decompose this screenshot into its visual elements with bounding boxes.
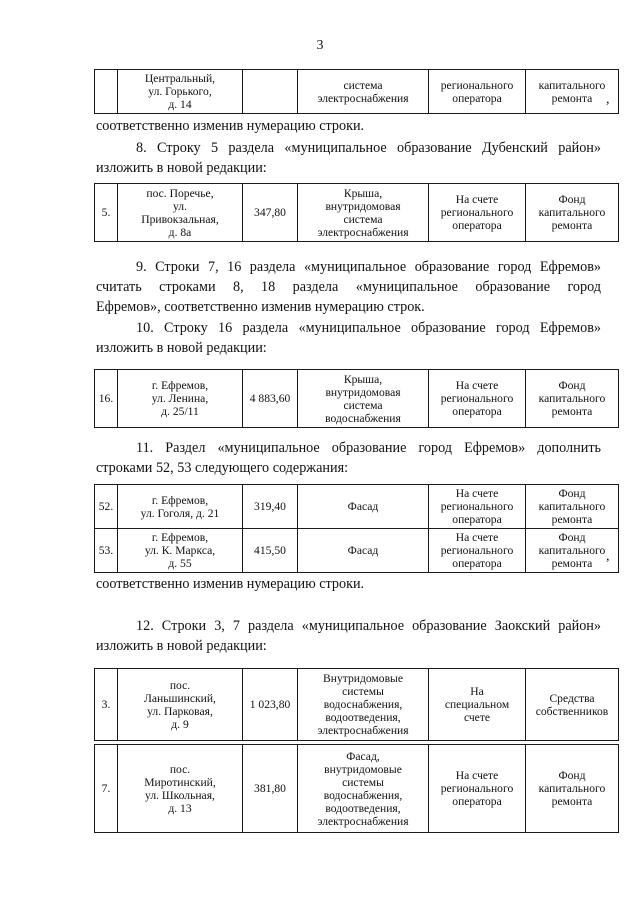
text-line: 12. Строки 3, 7 раздела «муниципальное образование Заокский район»	[136, 618, 601, 634]
text-line: строками 52, 53 следующего содержания:	[96, 460, 349, 476]
cell: 5.	[95, 184, 118, 242]
cell: Фасад	[298, 485, 429, 529]
cell: 415,50	[243, 529, 298, 573]
cell: Крыша, внутридомовая система водоснабжения	[298, 370, 429, 428]
text-line: Ефремов», соответственно изменив нумерацию строк.	[96, 299, 425, 315]
cell: Фонд капитального ремонта	[526, 745, 619, 833]
text-line: 9. Строки 7, 16 раздела «муниципальное образование город Ефремов»	[136, 259, 601, 275]
cell: 1 023,80	[243, 669, 298, 741]
comma: ,	[606, 92, 610, 107]
cell: На счете регионального оператора	[429, 745, 526, 833]
cell: 52.	[95, 485, 118, 529]
paragraph-renumber-2	[96, 574, 601, 594]
text-line: соответственно изменив нумерацию строки.	[96, 576, 365, 592]
text-line: 8. Строку 5 раздела «муниципальное образование Дубенский район»	[136, 140, 601, 156]
cell: На специальном счете	[429, 669, 526, 741]
text-line: 10. Строку 16 раздела «муниципальное образование город Ефремов»	[136, 320, 601, 336]
cell: На счете регионального оператора	[429, 370, 526, 428]
page-number: 3	[316, 38, 324, 53]
cell: 347,80	[243, 184, 298, 242]
cell: 16.	[95, 370, 118, 428]
table-row	[95, 370, 619, 428]
table-zaoksky-7	[94, 744, 619, 833]
table-row	[95, 529, 619, 573]
text-line: соответственно изменив нумерацию строки.	[96, 118, 365, 134]
cell: пос. Поречье, ул. Привокзальная, д. 8а	[118, 184, 243, 242]
cell: Крыша, внутридомовая система электроснабжения	[298, 184, 429, 242]
cell: Средства собственников	[526, 669, 619, 741]
cell: Фонд капитального ремонта	[526, 529, 619, 573]
paragraph-item-11	[96, 438, 601, 478]
cell: На счете регионального оператора	[429, 485, 526, 529]
cell: 3.	[95, 669, 118, 741]
cell: 7.	[95, 745, 118, 833]
cell	[95, 70, 118, 114]
table-row	[95, 669, 619, 741]
table-row	[95, 745, 619, 833]
cell: Внутридомовые системы водоснабжения, водоотведения, электроснабжения	[298, 669, 429, 741]
cell: 381,80	[243, 745, 298, 833]
cell: Фонд капитального ремонта	[526, 370, 619, 428]
text-line: считать строками 8, 18 раздела «муниципальное образование город	[96, 279, 601, 295]
table-row	[95, 485, 619, 529]
cell: Фонд капитального ремонта	[526, 184, 619, 242]
table-continuation	[94, 69, 619, 114]
cell	[243, 70, 298, 114]
cell: система электроснабжения	[298, 70, 429, 114]
comma: ,	[606, 549, 610, 564]
table-zaoksky-3	[94, 668, 619, 741]
cell: Центральный, ул. Горького, д. 14	[118, 70, 243, 114]
table-row	[95, 70, 619, 114]
text-line: изложить в новой редакции:	[96, 340, 267, 356]
cell: г. Ефремов, ул. К. Маркса, д. 55	[118, 529, 243, 573]
paragraph-item-12	[96, 616, 601, 656]
paragraph-renumber-1	[96, 116, 601, 136]
cell: г. Ефремов, ул. Гоголя, д. 21	[118, 485, 243, 529]
paragraph-item-9	[96, 257, 601, 317]
cell: Фасад, внутридомовые системы водоснабжения, водоотведения, электроснабжения	[298, 745, 429, 833]
cell: Фонд капитального ремонта	[526, 485, 619, 529]
table-efremov-52-53	[94, 484, 619, 573]
text-line: 11. Раздел «муниципальное образование город Ефремов» дополнить	[136, 440, 601, 456]
paragraph-item-8	[96, 138, 601, 178]
cell: На счете регионального оператора	[429, 184, 526, 242]
cell: капитального ремонта	[526, 70, 619, 114]
cell: пос. Миротинский, ул. Школьная, д. 13	[118, 745, 243, 833]
table-efremov-16	[94, 369, 619, 428]
cell: г. Ефремов, ул. Ленина, д. 25/11	[118, 370, 243, 428]
text-line: изложить в новой редакции:	[96, 638, 267, 654]
cell: регионального оператора	[429, 70, 526, 114]
paragraph-item-10	[96, 318, 601, 358]
cell: 4 883,60	[243, 370, 298, 428]
text-line: изложить в новой редакции:	[96, 160, 267, 176]
cell: 319,40	[243, 485, 298, 529]
cell: Фасад	[298, 529, 429, 573]
cell: пос. Ланьшинский, ул. Парковая, д. 9	[118, 669, 243, 741]
table-dubensky	[94, 183, 619, 242]
table-row	[95, 184, 619, 242]
cell: На счете регионального оператора	[429, 529, 526, 573]
cell: 53.	[95, 529, 118, 573]
